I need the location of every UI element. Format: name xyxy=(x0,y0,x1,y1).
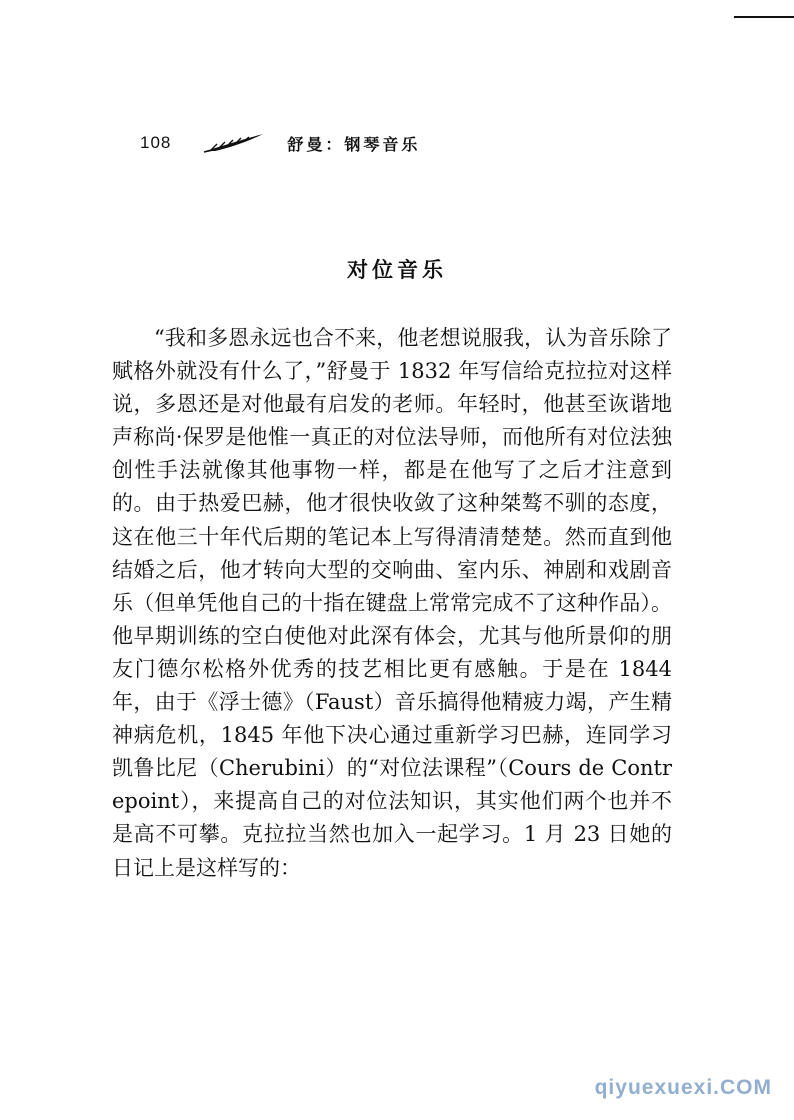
watermark-logo: qiyuexuexi.COM xyxy=(594,1076,772,1099)
chapter-title: 对位音乐 xyxy=(347,257,447,282)
top-rule xyxy=(734,16,794,18)
book-title: 舒曼：钢琴音乐 xyxy=(287,134,421,154)
running-header xyxy=(140,128,420,158)
quill-icon xyxy=(203,132,265,154)
page-number: 108 xyxy=(140,133,172,152)
body-paragraph: “我和多恩永远也合不来，他老想说服我，认为音乐除了赋格外就没有什么了，”舒曼于 1832 年写信给克拉拉对这样说，多恩还是对他最有启发的老师。年轻时，他甚至诙谐地声称尚·保罗是他惟一真正的对位法导师，而他所有对位法独创性手法就像其他事物一样，都是在他写了之后才注意到的。由于热爱巴赫，他才很快收敛了这种桀骜不驯的态度，这在他三十年代后期的笔记本上写得清清楚楚。然而直到他结婚之后，他才转向大型的交响曲、室内乐、神剧和戏剧音乐（但单凭他自己的十指在键盘上常常完成不了这种作品）。他早期训练的空白使他对此深有体会，尤其与他所景仰的朋友门德尔松格外优秀的技艺相比更有感触。于是在 1844 年，由于《浮士德》（Faust）音乐搞得他精疲力竭，产生精神病危机，1845 年他下决心通过重新学习巴赫，连同学习凯鲁比尼（Cherubini）的“对位法课程”（Cours de Contrepoint），来提高自己的对位法知识，其实他们两个也并不是高不可攀。克拉拉当然也加入一起学习。1 月 23 日她的日记上是这样写的： xyxy=(112,326,672,880)
